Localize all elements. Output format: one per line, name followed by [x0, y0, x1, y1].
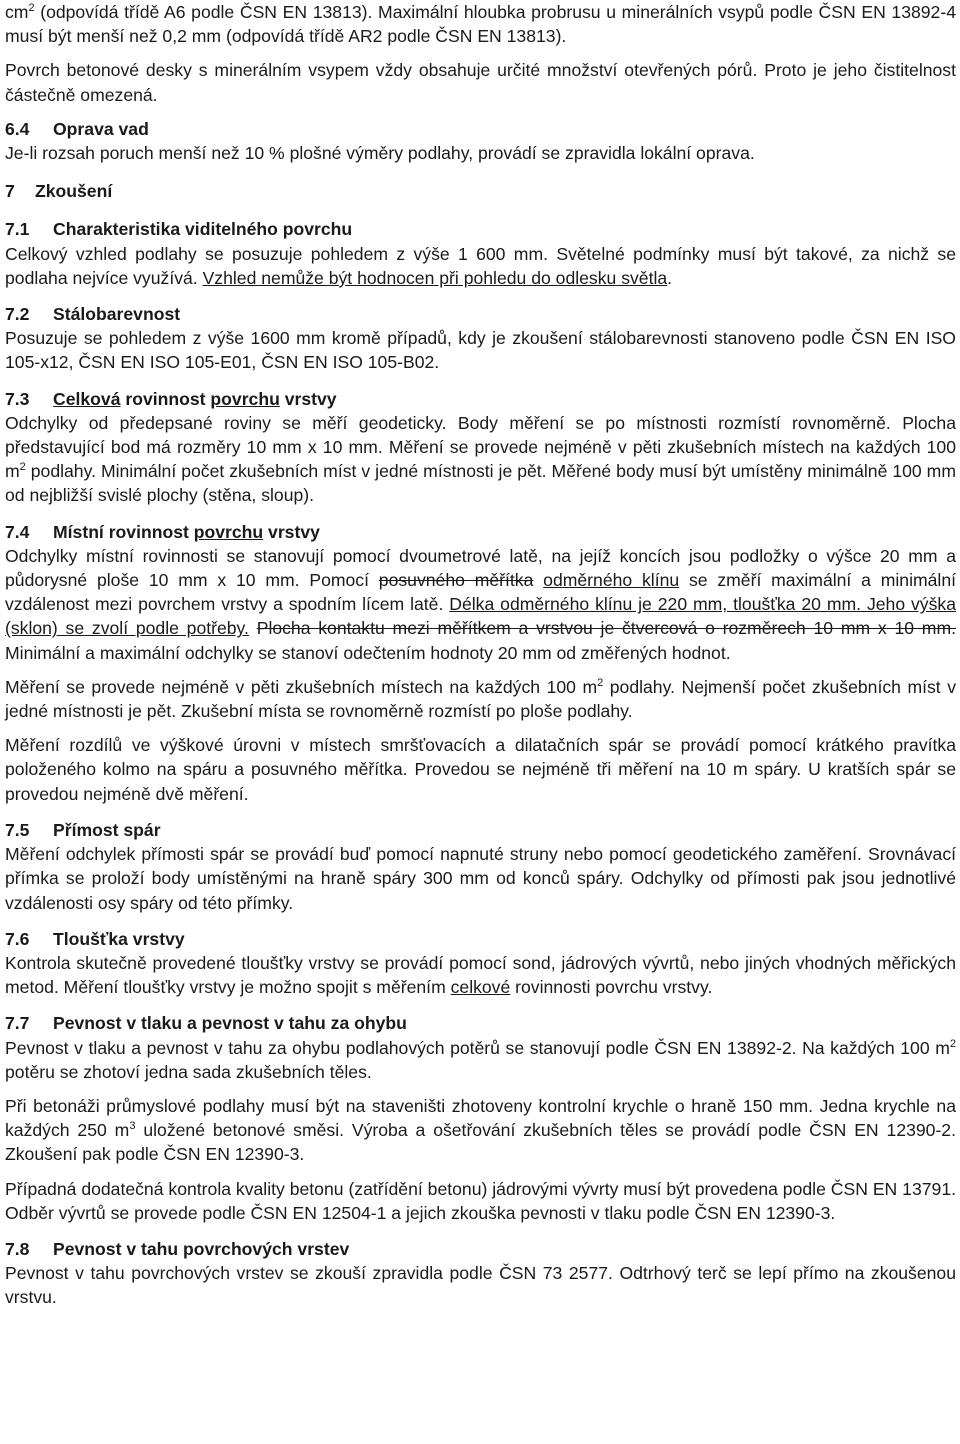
- paragraph-7-4-joints: Měření rozdílů ve výškové úrovni v místech smršťovacích a dilatačních spár se provádí pomocí krátkého pravítka položeného kolmo na spáru a posuvného měřítka. Provedou se nejméně tři měření na 10 m spáry. U kratších spár se provedou nejméně dvě měření.: [5, 735, 956, 804]
- paragraph-7-2: Posuzuje se pohledem z výše 1600 mm kromě případů, kdy je zkoušení stálobarevnosti stanoveno podle ČSN EN ISO 105-x12, ČSN EN ISO 105-E01, ČSN EN ISO 105-B02.: [5, 328, 956, 373]
- section-heading-7-7: 7.7 Pevnost v tlaku a pevnost v tahu za ohybu: [5, 1013, 407, 1034]
- paragraph-7-6: Kontrola skutečně provedené tloušťky vrstvy se provádí pomocí sond, jádrových vývrtů, nebo jiných vhodných měřických metod. Měření tloušťky vrstvy je možno spojit s měřením celkové rovinnosti povrchu vrstvy.: [5, 952, 956, 998]
- paragraph-7-4: Odchylky místní rovinnosti se stanovují pomocí dvoumetrové latě, na jejíž koncích jsou podložky o výšce 20 mm a půdorysné ploše 10 mm x 10 mm. Pomocí posuvného měřítka odměrného klínu se změří maximální a minimální vzdálenost mezi povrchem vrstvy a spodním lícem latě. Délka odměrného klínu je 220 mm, tloušťka 20 mm. Jeho výška (sklon) se zvolí podle potřeby. Plocha kontaktu mezi měřítkem a vrstvou je čtvercová o rozměrech 10 mm x 10 mm. Minimální a maximální odchylky se stanoví odečtením hodnoty 20 mm od změřených hodnot.: [5, 545, 957, 663]
- section-heading-7: 7 Zkoušení: [5, 181, 113, 202]
- paragraph-6-4: Je-li rozsah poruch menší než 10 % plošné výměry podlahy, provádí se zpravidla lokální oprava.: [5, 143, 755, 164]
- paragraph-7-7-cubes: Při betonáži průmyslové podlahy musí být na staveništi zhotoveny kontrolní krychle o hraně 150 mm. Jedna krychle na každých 250 $m^3$ uložené betonové směsi. Výroba a ošetřování zkušebních těles se provádí podle ČSN EN 12390-2. Zkoušení pak podle ČSN EN 12390-3.: [5, 1095, 956, 1165]
- section-heading-7-8: 7.8 Pevnost v tahu povrchových vrstev: [5, 1238, 350, 1259]
- section-heading-6-4: 6.4 Oprava vad: [5, 118, 149, 139]
- section-heading-7-6: 7.6 Tloušťka vrstvy: [5, 928, 185, 949]
- section-heading-7-3: 7.3 Celková rovinnost povrchu vrstvy: [5, 388, 337, 409]
- paragraph-7-5: Měření odchylek přímosti spár se provádí buď pomocí napnuté struny nebo pomocí geodetického zaměření. Srovnávací přímka se proloží body umístěnými na hraně spáry 300 mm od konců spáry. Odchylky od přímosti pak jsou jednotlivé vzdálenosti osy spáry od této přímky.: [5, 844, 956, 913]
- paragraph-7-4-measurement-points: Měření se provede nejméně v pěti zkušebních místech na každých 100 $m^2$ podlahy. Nejmenší počet zkušebních míst v jedné místnosti je pět. Zkušební místa se rovnoměrně rozmístí po ploše podlahy.: [5, 676, 956, 722]
- paragraph-7-8: Pevnost v tahu povrchových vrstev se zkouší zpravidla podle ČSN 73 2577. Odtrhový terč se lepí přímo na zkoušenou vrstvu.: [5, 1263, 956, 1308]
- section-heading-7-4: 7.4 Místní rovinnost povrchu vrstvy: [5, 521, 320, 542]
- paragraph-intro-abrasion: $cm^2$ (odpovídá třídě A6 podle ČSN EN 13813). Maximální hloubka probrusu u minerálních vsypů podle ČSN EN 13892-4 musí být menší než 0,2 mm (odpovídá třídě AR2 podle ČSN EN 13813).: [5, 2, 956, 47]
- section-heading-7-5: 7.5 Přímost spár: [5, 819, 161, 840]
- paragraph-7-1: Celkový vzhled podlahy se posuzuje pohledem z výše 1 600 mm. Světelné podmínky musí být takové, za nichž se podlaha nejvíce využívá. Vzhled nemůže být hodnocen při pohledu do odlesku světla.: [5, 243, 956, 288]
- paragraph-7-7: Pevnost v tlaku a pevnost v tahu za ohybu podlahových potěrů se stanovují podle ČSN EN 13892-2. Na každých 100 $m^2$ potěru se zhotoví jedna sada zkušebních těles.: [5, 1037, 956, 1082]
- paragraph-7-3: Odchylky od předepsané roviny se měří geodeticky. Body měření se po místnosti rozmístí rovnoměrně. Plocha představující bod má rozměry 10 mm x 10 mm. Měření se provede nejméně v pěti zkušebních místech na každých 100 $m^2$ podlahy. Minimální počet zkušebních míst v jedné místnosti je pět. Měřené body musí být umístěny minimálně 100 mm od nejbližší svislé plochy (stěna, sloup).: [5, 412, 956, 506]
- paragraph-7-7-cores: Případná dodatečná kontrola kvality betonu (zatřídění betonu) jádrovými vývrty musí být provedena podle ČSN EN 13791. Odběr vývrtů se provede podle ČSN EN 12504-1 a jejich zkouška pevnosti v tlaku podle ČSN EN 12390-3.: [5, 1178, 956, 1223]
- section-heading-7-2: 7.2 Stálobarevnost: [5, 304, 181, 325]
- section-heading-7-1: 7.1 Charakteristika viditelného povrchu: [5, 219, 353, 240]
- paragraph-pores: Povrch betonové desky s minerálním vsypem vždy obsahuje určité množství otevřených pórů. Proto je jeho čistitelnost částečně omezená.: [5, 60, 956, 105]
